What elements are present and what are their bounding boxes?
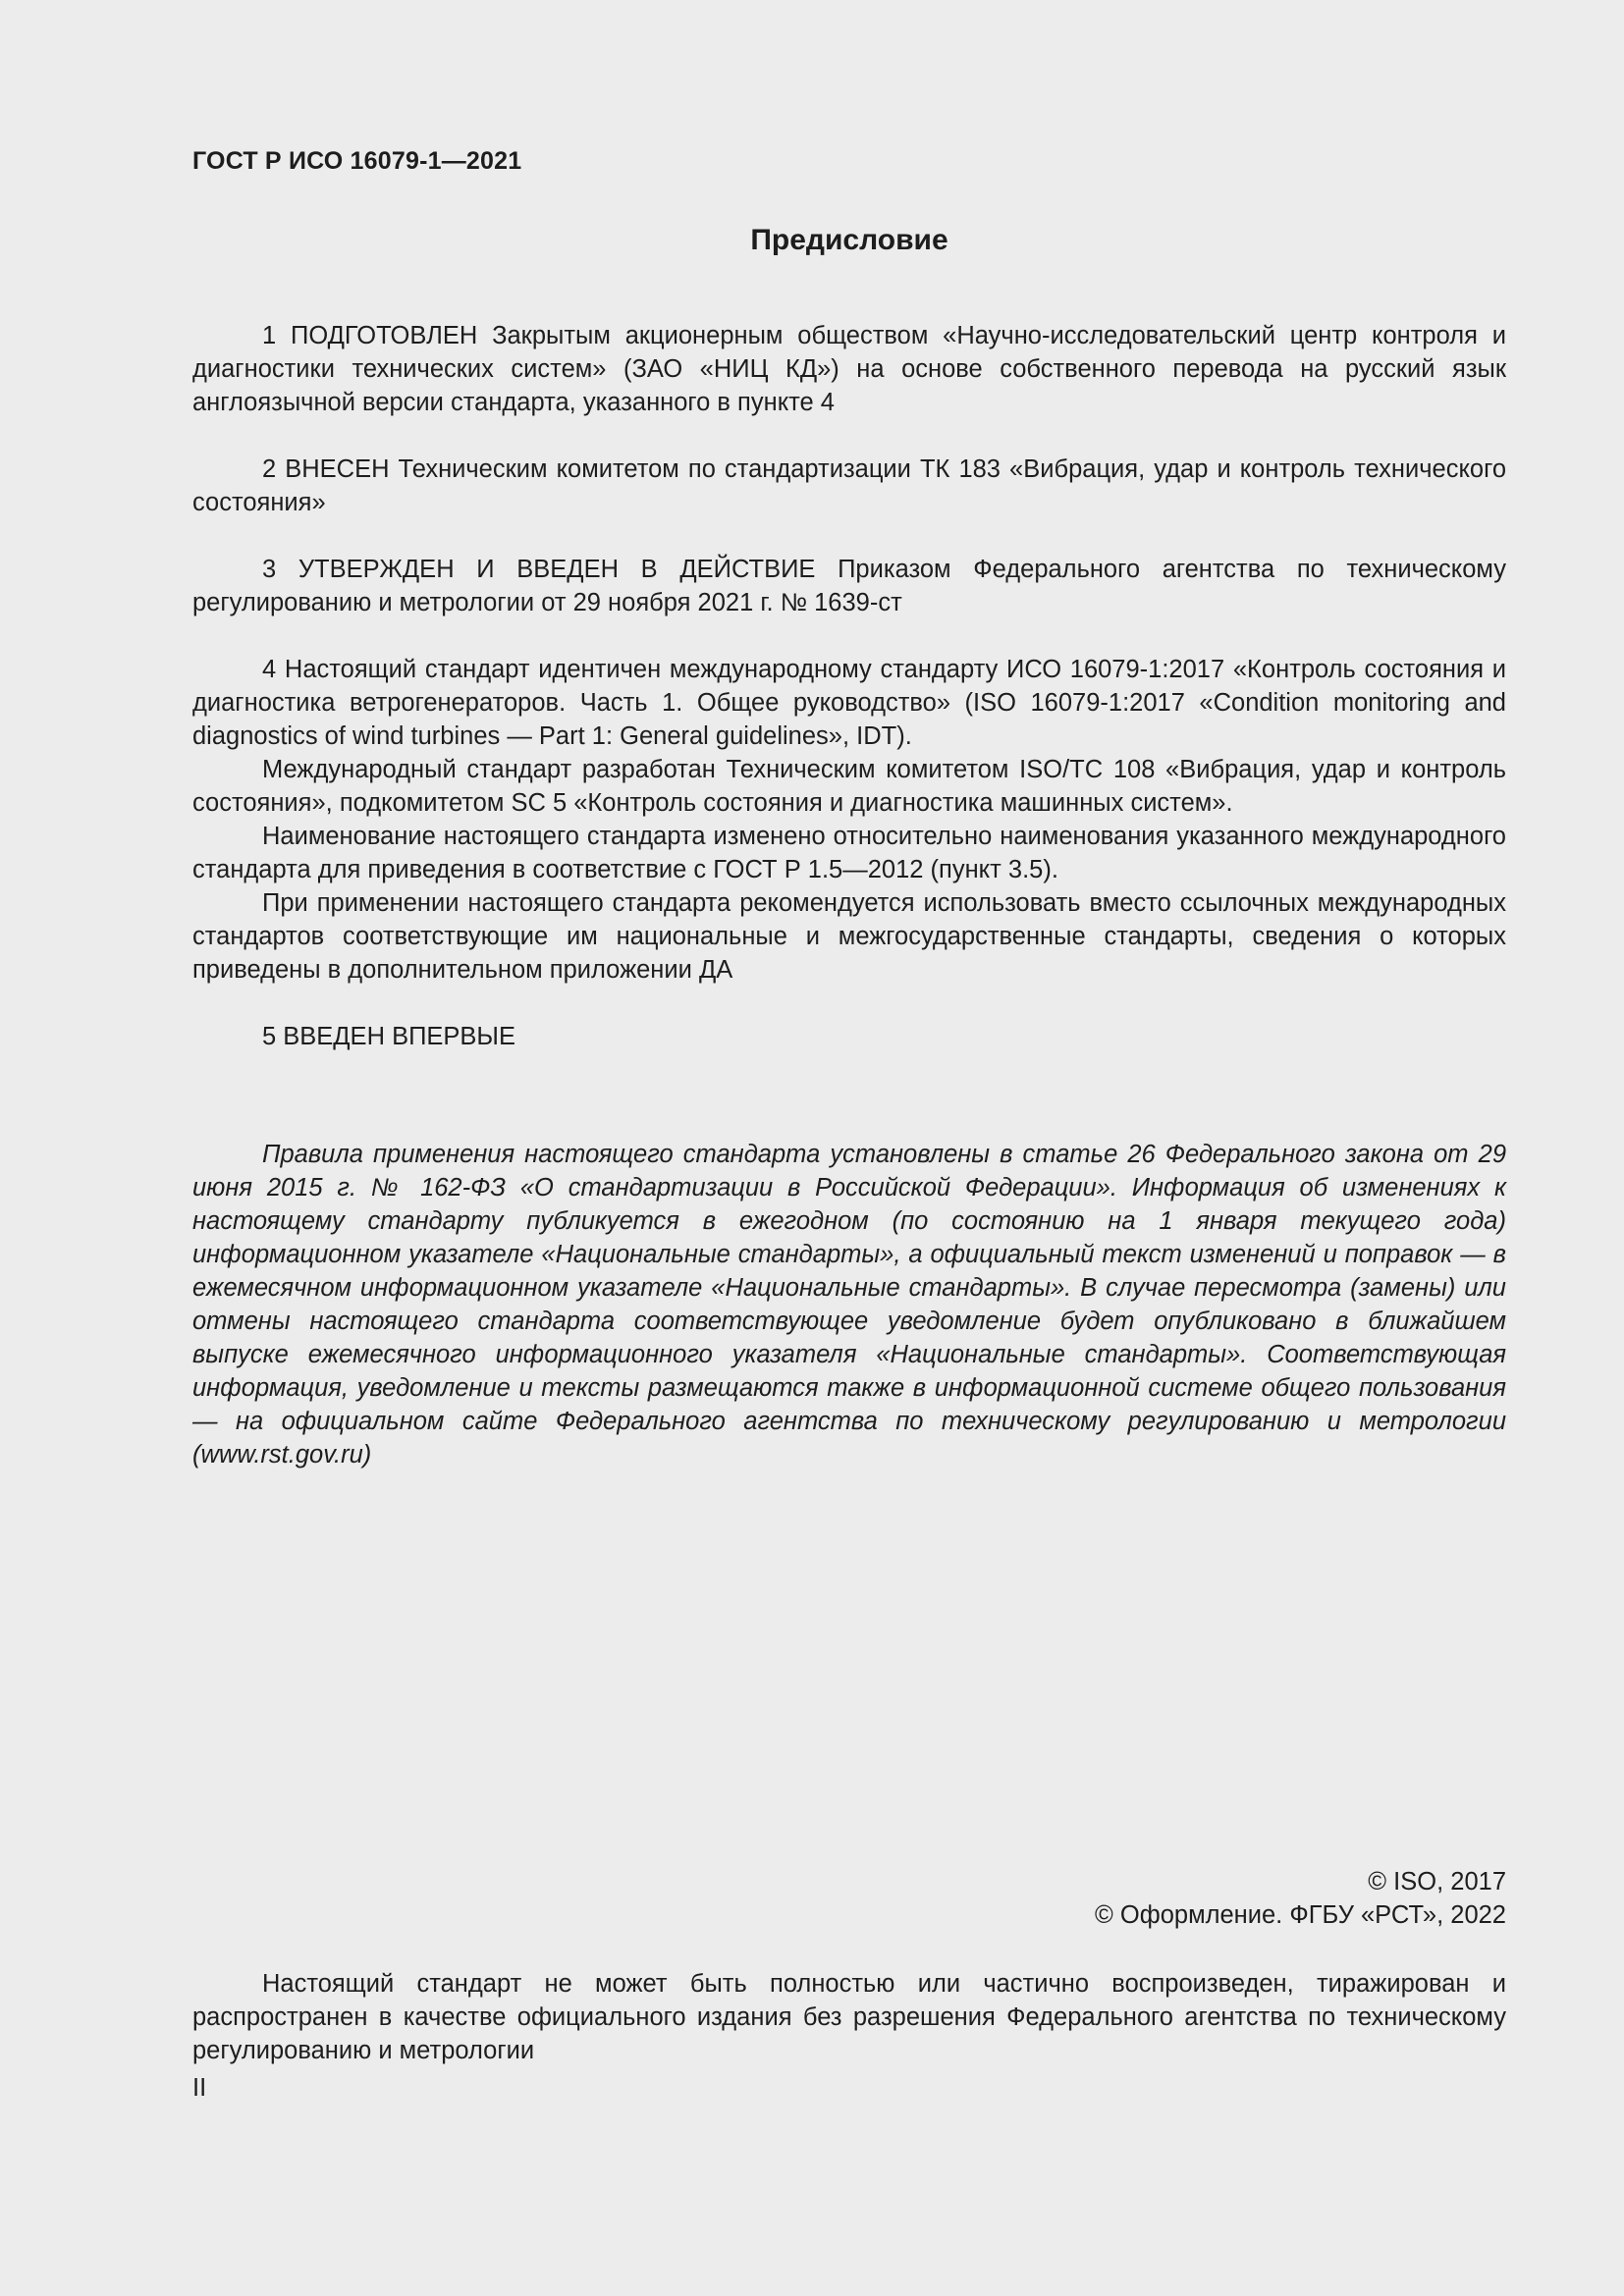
copyright-iso: © ISO, 2017: [1368, 1868, 1506, 1896]
copyright-design: © Оформление. ФГБУ «РСТ», 2022: [1095, 1901, 1506, 1929]
preface-item-4: 4 Настоящий стандарт идентичен международному стандарту ИСО 16079-1:2017 «Контроль состояния и диагностика ветрогенераторов. Часть 1. Общее руководство» (ISO 16079-1:2017 «Condition monitoring and diagnostics of wind turbines — Part 1: General guidelines», IDT).: [192, 656, 1506, 750]
application-notice-text: Правила применения настоящего стандарта установлены в статье 26 Федерального закона от 29 июня 2015 г. № 162-ФЗ «О стандартизации в Российской Федерации». Информация об изменениях к настоящему стандарту публикуется в ежегодном (по состоянию на 1 января текущего года) информационном указателе «Национальные стандарты», а официальный текст изменений и поправок — в ежемесячном информационном указателе «Национальные стандарты». В случае пересмотра (замены) или отмены настоящего стандарта соответствующее уведомление будет опубликовано в ближайшем выпуске ежемесячного информационного указателя «Национальные стандарты». Соответствующая информация, уведомление и тексты размещаются также в информационной системе общего пользования — на официальном сайте Федерального агентства по техническому регулированию и метрологии (www.rst.gov.ru): [192, 1141, 1506, 1468]
preface-item-1: 1 ПОДГОТОВЛЕН Закрытым акционерным обществом «Научно-исследовательский центр контроля и диагностики технических систем» (ЗАО «НИЦ КД») на основе собственного перевода на русский язык англоязычной версии стандарта, указанного в пункте 4: [192, 322, 1506, 416]
page-title: Предисловие: [750, 224, 948, 256]
preface-item-5: 5 ВВЕДЕН ВПЕРВЫЕ: [262, 1023, 516, 1050]
preface-item-2: 2 ВНЕСЕН Техническим комитетом по стандартизации ТК 183 «Вибрация, удар и контроль технического состояния»: [192, 455, 1506, 516]
application-notice: [192, 1138, 1506, 1471]
preface-item-4-application: При применении настоящего стандарта рекомендуется использовать вместо ссылочных международных стандартов соответствующие им национальные и межгосударственные стандарты, сведения о которых приведены в дополнительном приложении ДА: [192, 889, 1506, 984]
page-number: II: [192, 2074, 207, 2102]
reproduction-notice: [192, 1967, 1506, 2067]
document-page: [192, 0, 1506, 2296]
preface-section: [192, 319, 1506, 1053]
preface-item-4-developer: Международный стандарт разработан Техническим комитетом ISO/TC 108 «Вибрация, удар и контроль состояния», подкомитетом SC 5 «Контроль состояния и диагностика машинных систем».: [192, 756, 1506, 817]
preface-item-4-name-change: Наименование настоящего стандарта изменено относительно наименования указанного международного стандарта для приведения в соответствие с ГОСТ Р 1.5—2012 (пункт 3.5).: [192, 823, 1506, 883]
reproduction-notice-text: Настоящий стандарт не может быть полностью или частично воспроизведен, тиражирован и распространен в качестве официального издания без разрешения Федерального агентства по техническому регулированию и метрологии: [192, 1970, 1506, 2064]
preface-item-3: 3 УТВЕРЖДЕН И ВВЕДЕН В ДЕЙСТВИЕ Приказом Федерального агентства по техническому регулированию и метрологии от 29 ноября 2021 г. № 1639-ст: [192, 556, 1506, 616]
standard-designation: ГОСТ Р ИСО 16079-1—2021: [192, 147, 522, 175]
copyright-block: [1095, 1865, 1506, 1932]
